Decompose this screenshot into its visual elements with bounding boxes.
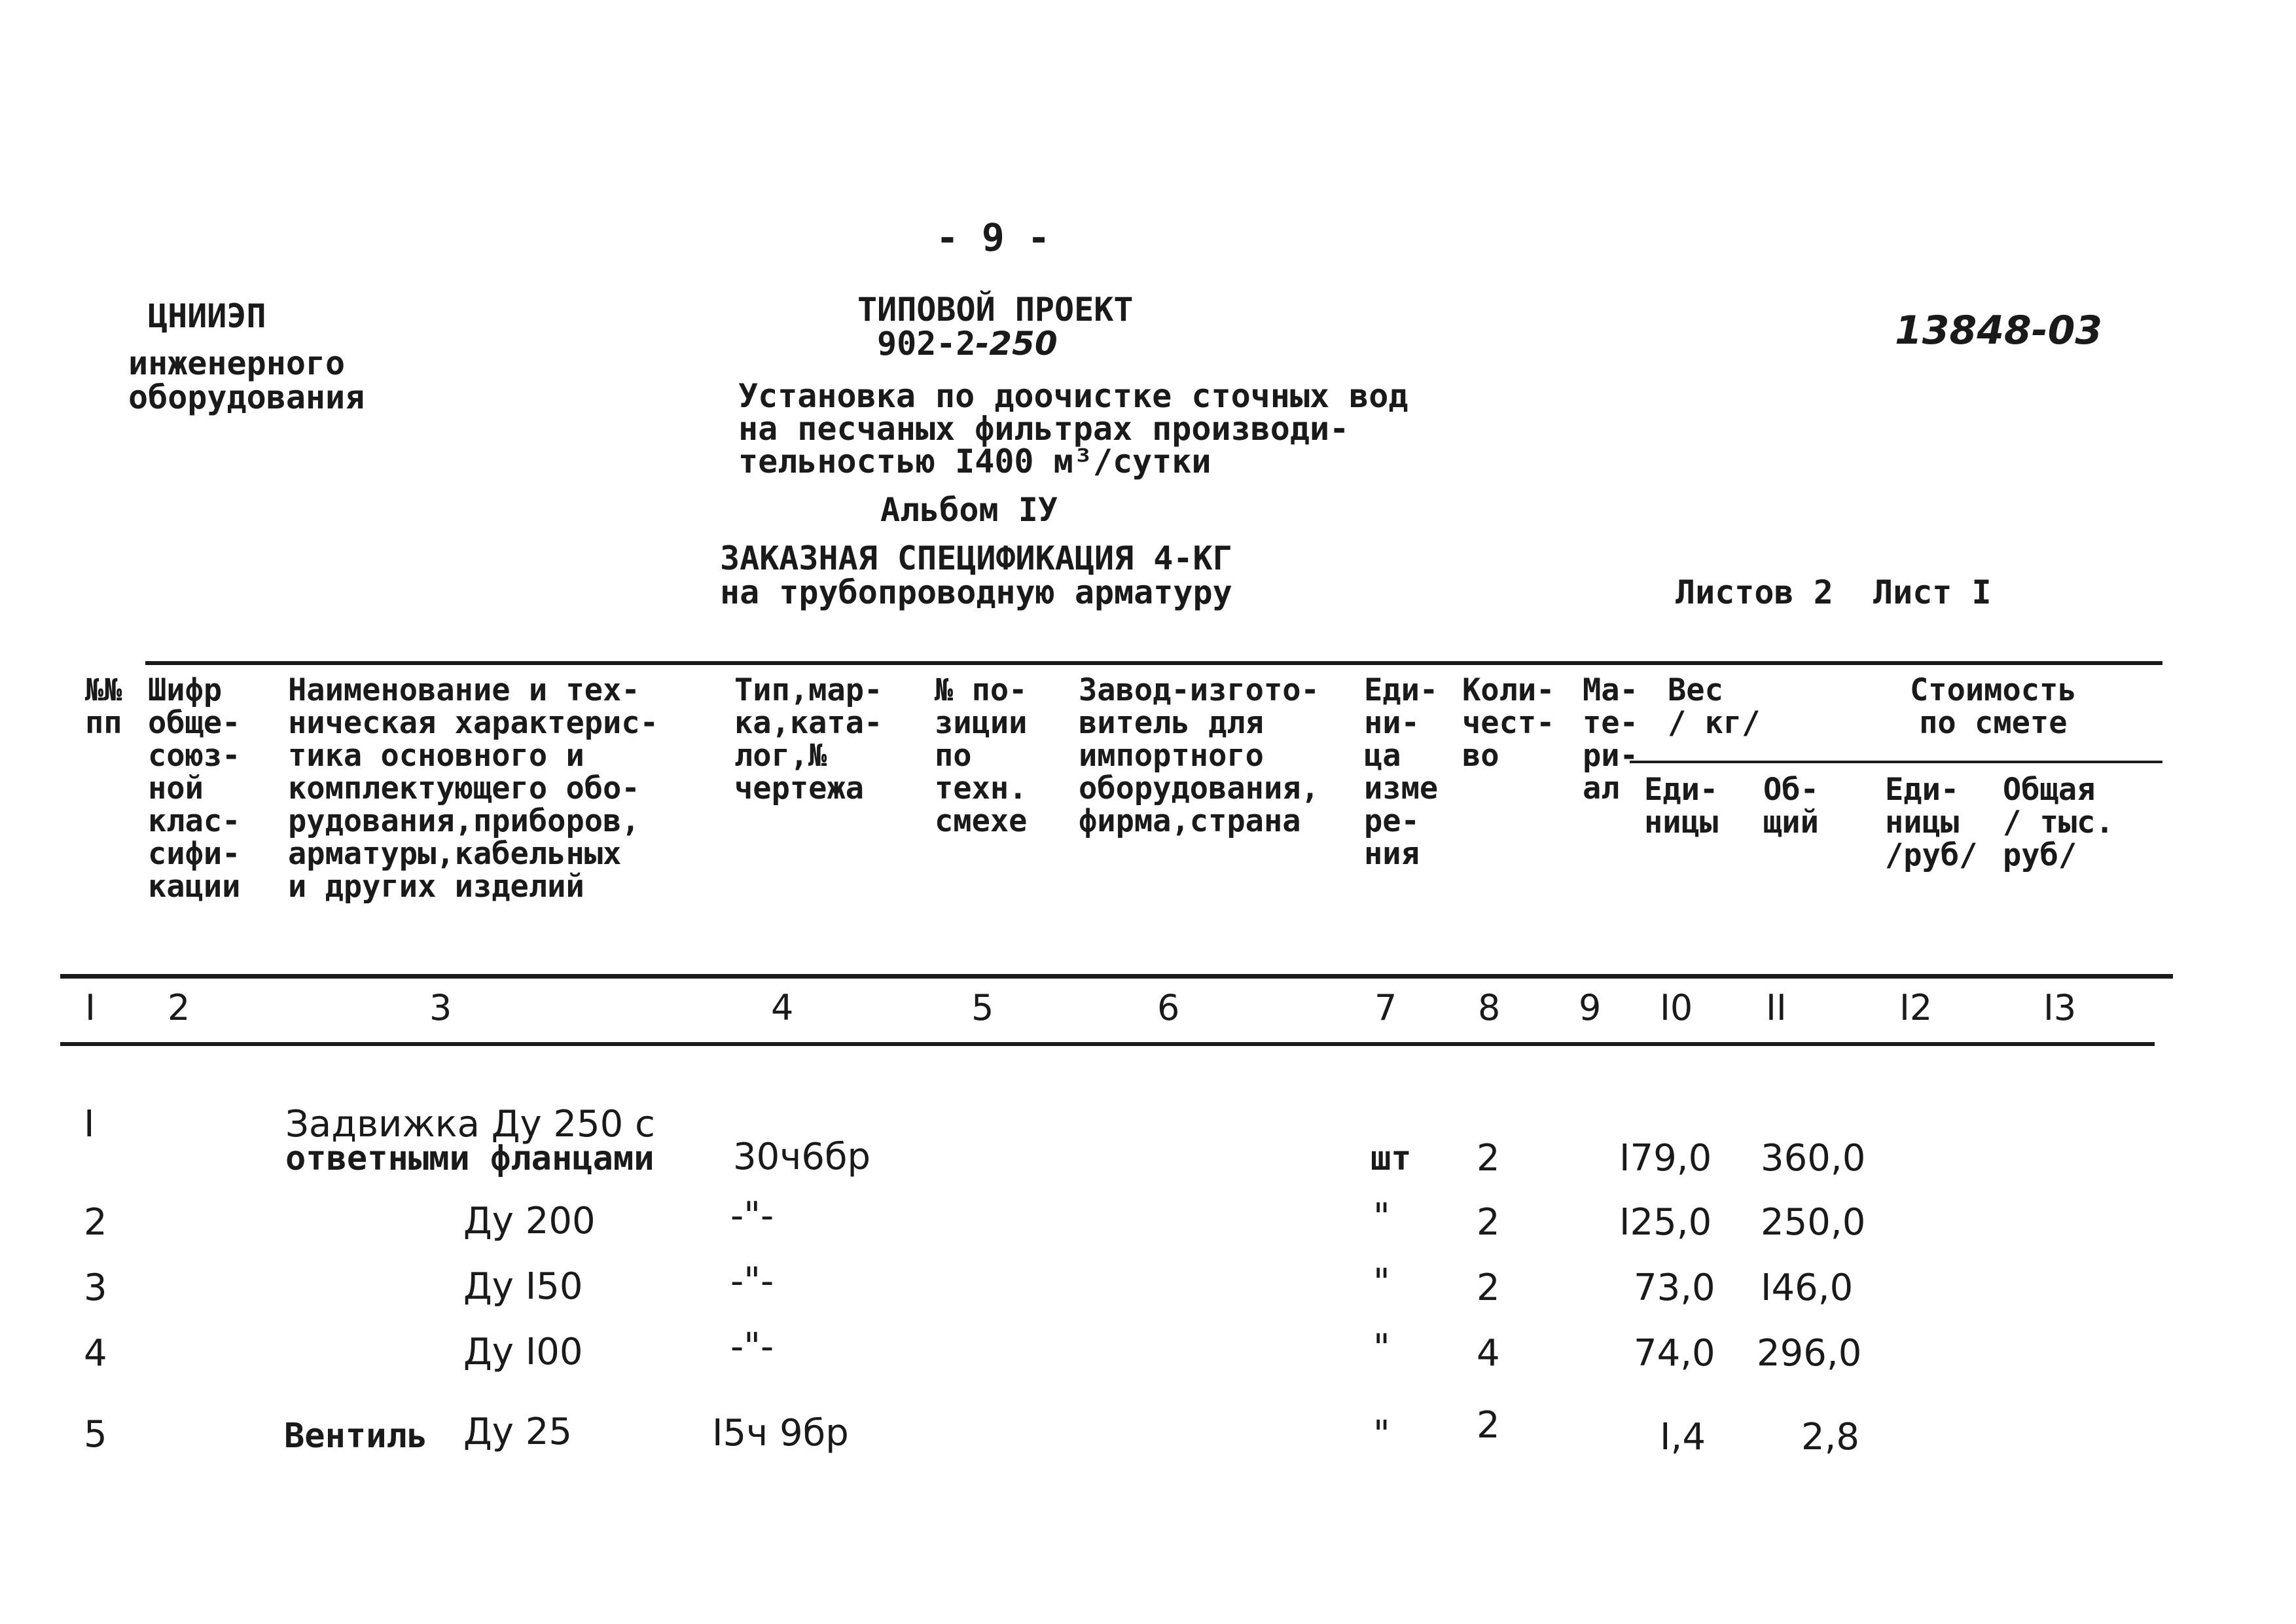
column-header-unit: Еди- ни- ца изме ре- ния <box>1364 672 1439 872</box>
item-weight-unit: 73,0 <box>1634 1267 1715 1309</box>
item-weight-total: 360,0 <box>1761 1137 1866 1180</box>
title-line-2: на песчаных фильтрах производи- <box>738 410 1350 448</box>
item-unit: " <box>1373 1413 1390 1456</box>
column-number: 8 <box>1478 987 1501 1028</box>
column-header-position: № по- зиции по техн. смехе <box>935 672 1028 839</box>
item-unit: " <box>1373 1327 1390 1369</box>
item-weight-total: I46,0 <box>1761 1267 1854 1309</box>
row-number: 5 <box>84 1413 107 1456</box>
column-number: 4 <box>771 987 794 1028</box>
item-name-line1: Ду I00 <box>463 1331 583 1373</box>
item-unit: шт <box>1371 1139 1412 1178</box>
row-number: I <box>84 1103 95 1146</box>
item-weight-unit: I79,0 <box>1619 1137 1712 1180</box>
column-header-weight-group: Вес / кг/ <box>1668 672 1761 741</box>
item-weight-unit: I25,0 <box>1619 1201 1712 1244</box>
column-header-cost-unit: Еди- ницы /руб/ <box>1885 772 1978 873</box>
row-number: 2 <box>84 1201 107 1244</box>
page-number: - 9 - <box>936 215 1050 260</box>
item-weight-total: 296,0 <box>1757 1332 1862 1375</box>
row-number: 4 <box>84 1332 107 1375</box>
item-type: I5ч 9бр <box>712 1412 849 1454</box>
spec-subtitle: на трубопроводную арматуру <box>720 573 1232 611</box>
table-top-rule <box>145 661 2162 665</box>
item-quantity: 2 <box>1477 1201 1500 1244</box>
sheet-current: Лист I <box>1873 573 1992 611</box>
item-quantity: 2 <box>1477 1404 1500 1447</box>
item-name-line1: Ду 25 <box>463 1411 572 1453</box>
org-subtitle-line2: оборудования <box>128 378 365 416</box>
item-unit: " <box>1373 1196 1390 1238</box>
column-number: 5 <box>971 987 994 1028</box>
column-number: 2 <box>168 987 190 1028</box>
item-type: -"- <box>730 1260 774 1303</box>
project-label: ТИПОВОЙ ПРОЕКТ <box>857 291 1134 329</box>
column-numbers-rule <box>60 1042 2155 1046</box>
column-number: I0 <box>1660 987 1693 1028</box>
item-quantity: 4 <box>1477 1332 1500 1375</box>
org-subtitle-line1: инженерного <box>128 344 346 382</box>
column-header-cost-group: Стоимость по смете <box>1910 672 2077 741</box>
item-unit: " <box>1373 1261 1390 1304</box>
column-number: 6 <box>1157 987 1180 1028</box>
column-number: II <box>1766 987 1787 1028</box>
column-number: 3 <box>429 987 452 1028</box>
project-code-typed: 902-2 <box>877 325 976 363</box>
item-name-prefix: Вентиль <box>284 1416 428 1456</box>
item-quantity: 2 <box>1477 1267 1500 1309</box>
column-header-manufacturer: Завод-изгото- витель для импортного оборудования, фирма,страна <box>1079 672 1319 839</box>
item-weight-unit: I,4 <box>1660 1416 1706 1458</box>
item-name-line1: Ду 200 <box>463 1200 596 1242</box>
column-number: 7 <box>1374 987 1397 1028</box>
item-name-line1: Ду I50 <box>463 1265 583 1308</box>
item-quantity: 2 <box>1477 1137 1500 1180</box>
spec-title: ЗАКАЗНАЯ СПЕЦИФИКАЦИЯ 4-КГ <box>720 539 1232 577</box>
item-weight-total: 250,0 <box>1761 1201 1866 1244</box>
column-header-number: №№ пп <box>85 672 122 741</box>
column-header-weight-total: Об- щий <box>1763 772 1819 840</box>
column-header-material: Ма- те- ри- ал <box>1583 672 1638 806</box>
sheets-total: Листов 2 <box>1676 573 1833 611</box>
column-header-quantity: Коли- чест- во <box>1462 672 1555 774</box>
column-header-type: Тип,мар- ка,ката- лог,№ чертежа <box>734 672 883 806</box>
group-split-rule <box>1630 761 2162 763</box>
item-type: 30ч6бр <box>733 1136 871 1178</box>
header-bottom-rule <box>60 974 2173 979</box>
column-number: I3 <box>2043 987 2077 1028</box>
column-header-classification-code: Шифр обще- союз- ной клас- сифи- кации <box>148 672 241 905</box>
document-number-handwritten: 13848-03 <box>1895 308 2103 353</box>
item-weight-total: 2,8 <box>1801 1416 1860 1458</box>
title-line-1: Установка по доочистке сточных вод <box>738 377 1408 415</box>
column-header-weight-unit: Еди- ницы <box>1644 772 1719 840</box>
column-number: I <box>85 987 96 1028</box>
item-name-line1: Задвижка Ду 250 с <box>285 1103 655 1146</box>
item-type: -"- <box>730 1195 774 1237</box>
item-type: -"- <box>730 1326 774 1368</box>
item-weight-unit: 74,0 <box>1634 1332 1715 1375</box>
title-line-3: тельностью I400 м³/сутки <box>738 442 1211 480</box>
org-name: ЦНИИЭП <box>148 297 266 335</box>
column-header-name: Наименование и тех- ническая характерис- тика основного и комплектующего обо- рудования,приборов, арматуры,кабельных и других изделий <box>288 672 658 905</box>
column-number: 9 <box>1579 987 1602 1028</box>
column-number: I2 <box>1899 987 1933 1028</box>
row-number: 3 <box>84 1267 107 1309</box>
project-code <box>877 325 1058 363</box>
project-code-handwritten: -250 <box>975 325 1058 363</box>
album-label: Альбом IУ <box>880 491 1058 529</box>
item-name-line2: ответными фланцами <box>285 1139 655 1178</box>
column-header-cost-total: Общая / тыс. руб/ <box>2003 772 2114 873</box>
